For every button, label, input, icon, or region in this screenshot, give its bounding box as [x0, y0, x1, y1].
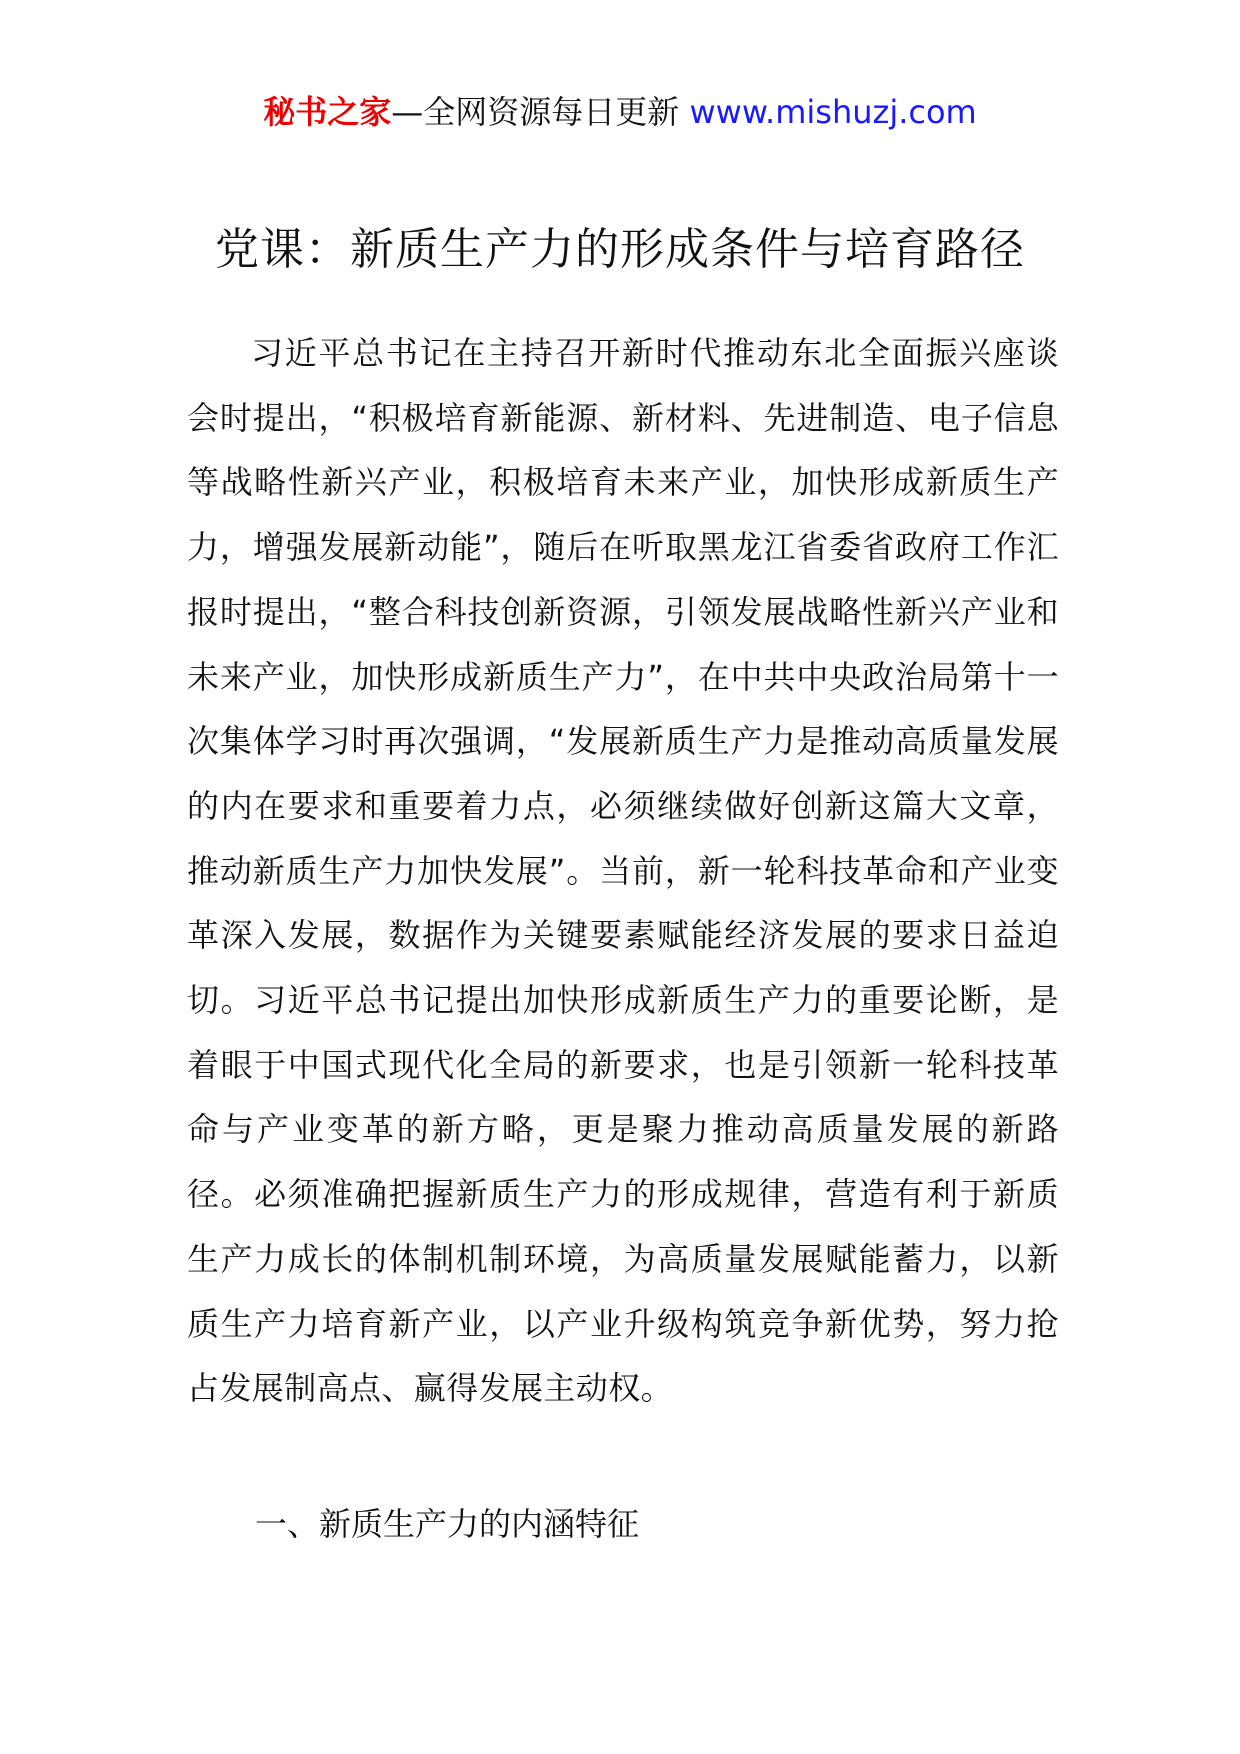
site-url-link[interactable]: www.mishuzj.com [689, 93, 977, 131]
header-tagline: —全网资源每日更新 [391, 93, 680, 131]
brand-name: 秘书之家 [263, 93, 392, 131]
site-header [0, 92, 1240, 132]
document-title: 党课：新质生产力的形成条件与培育路径 [215, 224, 1025, 275]
section-heading: 一、新质生产力的内涵特征 [255, 1505, 640, 1543]
body-paragraph: 习近平总书记在主持召开新时代推动东北全面振兴座谈会时提出，“积极培育新能源、新材料、先进制造、电子信息等战略性新兴产业，积极培育未来产业，加快形成新质生产力，增强发展新动能”，随后在听取黑龙江省委省政府工作汇报时提出，“整合科技创新资源，引领发展战略性新兴产业和未来产业，加快形成新质生产力”，在中共中央政治局第十一次集体学习时再次强调，“发展新质生产力是推动高质量发展的内在要求和重要着力点，必须继续做好创新这篇大文章，推动新质生产力加快发展”。当前，新一轮科技革命和产业变革深入发展，数据作为关键要素赋能经济发展的要求日益迫切。习近平总书记提出加快形成新质生产力的重要论断，是着眼于中国式现代化全局的新要求，也是引领新一轮科技革命与产业变革的新方略，更是聚力推动高质量发展的新路径。必须准确把握新质生产力的形成规律，营造有利于新质生产力成长的体制机制环境，为高质量发展赋能蓄力，以新质生产力培育新产业，以产业升级构筑竞争新优势，努力抢占发展制高点、赢得发展主动权。 [187, 334, 1059, 1408]
